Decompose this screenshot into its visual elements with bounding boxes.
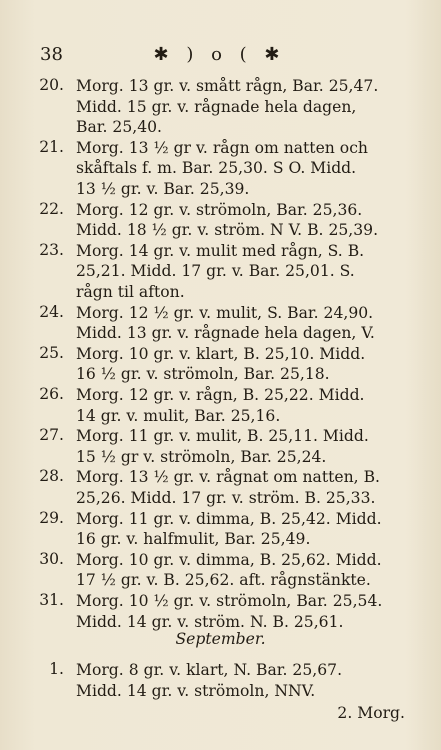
entry-day-number: 25. bbox=[39, 343, 64, 362]
entry-day-number: 23. bbox=[39, 240, 64, 259]
entry-line: Morg. 11 gr. v. dimma, B. 25,42. Midd. bbox=[76, 509, 382, 528]
entry-day-number: 1. bbox=[49, 660, 64, 678]
entry-line: 14 gr. v. mulit, Bar. 25,16. bbox=[76, 406, 281, 425]
entry-day-number: 27. bbox=[39, 426, 64, 445]
entry-line: 15 ½ gr v. strömoln, Bar. 25,24. bbox=[76, 447, 327, 466]
entry-line: Midd. 14 gr. v. strömoln, NNV. bbox=[76, 681, 316, 700]
entry-day-number: 20. bbox=[39, 76, 64, 94]
entry-day-number: 22. bbox=[39, 199, 64, 218]
entry-line: skåftals f. m. Bar. 25,30. S O. Midd. bbox=[76, 159, 357, 178]
entry-line: Midd. 14 gr. v. ström. N. B. 25,61. bbox=[76, 612, 344, 631]
catchword: 2. Morg. bbox=[337, 704, 405, 722]
entry-day-number: 26. bbox=[39, 385, 64, 403]
entry-line: 25,21. Midd. 17 gr. v. Bar. 25,01. S. bbox=[76, 262, 355, 281]
page-number: 38 bbox=[40, 44, 63, 65]
entry-line: Morg. 13 ½ gr. v. rågnat om natten, B. bbox=[76, 468, 380, 487]
header-ornament: ✱ ) o ( ✱ bbox=[153, 44, 286, 65]
entry-day-number: 24. bbox=[39, 302, 64, 321]
entry-line: Morg. 11 gr. v. mulit, B. 25,11. Midd. bbox=[76, 427, 369, 446]
entry-line: Bar. 25,40. bbox=[76, 118, 163, 137]
entry-line: Morg. 12 gr. v. strömoln, Bar. 25,36. bbox=[76, 200, 363, 219]
entry-day-number: 31. bbox=[39, 591, 64, 609]
entry-line: Midd. 13 gr. v. rågnade hela dagen, V. bbox=[76, 324, 375, 343]
entry-line: Morg. 10 gr. v. klart, B. 25,10. Midd. bbox=[76, 344, 366, 363]
entry-line: Morg. 14 gr. v. mulit med rågn, S. B. bbox=[76, 241, 365, 260]
page-header bbox=[22, 44, 417, 68]
entry-line: Morg. 8 gr. v. klart, N. Bar. 25,67. bbox=[76, 661, 343, 679]
entry-line: Midd. 15 gr. v. rågnade hela dagen, bbox=[76, 97, 357, 116]
entry-line: 25,26. Midd. 17 gr. v. ström. B. 25,33. bbox=[76, 488, 376, 507]
entry-line: rågn til afton. bbox=[76, 282, 185, 301]
entry-line: 16 gr. v. halfmulit, Bar. 25,49. bbox=[76, 530, 311, 549]
entry-line: Morg. 13 gr. v. smått rågn, Bar. 25,47. bbox=[76, 77, 379, 95]
entry-day-number: 29. bbox=[39, 508, 64, 527]
entry-day-number: 28. bbox=[39, 467, 64, 486]
entry-line: Morg. 12 gr. v. rågn, B. 25,22. Midd. bbox=[76, 386, 365, 404]
entry-line: Midd. 18 ½ gr. v. ström. N V. B. 25,39. bbox=[76, 221, 379, 240]
entry-line: Morg. 10 ½ gr. v. strömoln, Bar. 25,54. bbox=[76, 592, 383, 610]
entry-day-number: 30. bbox=[39, 549, 64, 568]
month-heading: September. bbox=[175, 630, 266, 648]
entry-line: 17 ½ gr. v. B. 25,62. aft. rågnstänkte. bbox=[76, 571, 371, 590]
entry-line: Morg. 13 ½ gr v. rågn om natten och bbox=[76, 138, 368, 157]
entry-line: Morg. 12 ½ gr. v. mulit, S. Bar. 24,90. bbox=[76, 303, 374, 322]
entry-line: 13 ½ gr. v. Bar. 25,39. bbox=[76, 179, 250, 198]
entry-line: 16 ½ gr. v. strömoln, Bar. 25,18. bbox=[76, 365, 330, 384]
entry-line: Morg. 10 gr. v. dimma, B. 25,62. Midd. bbox=[76, 550, 382, 569]
entry-day-number: 21. bbox=[39, 137, 64, 156]
